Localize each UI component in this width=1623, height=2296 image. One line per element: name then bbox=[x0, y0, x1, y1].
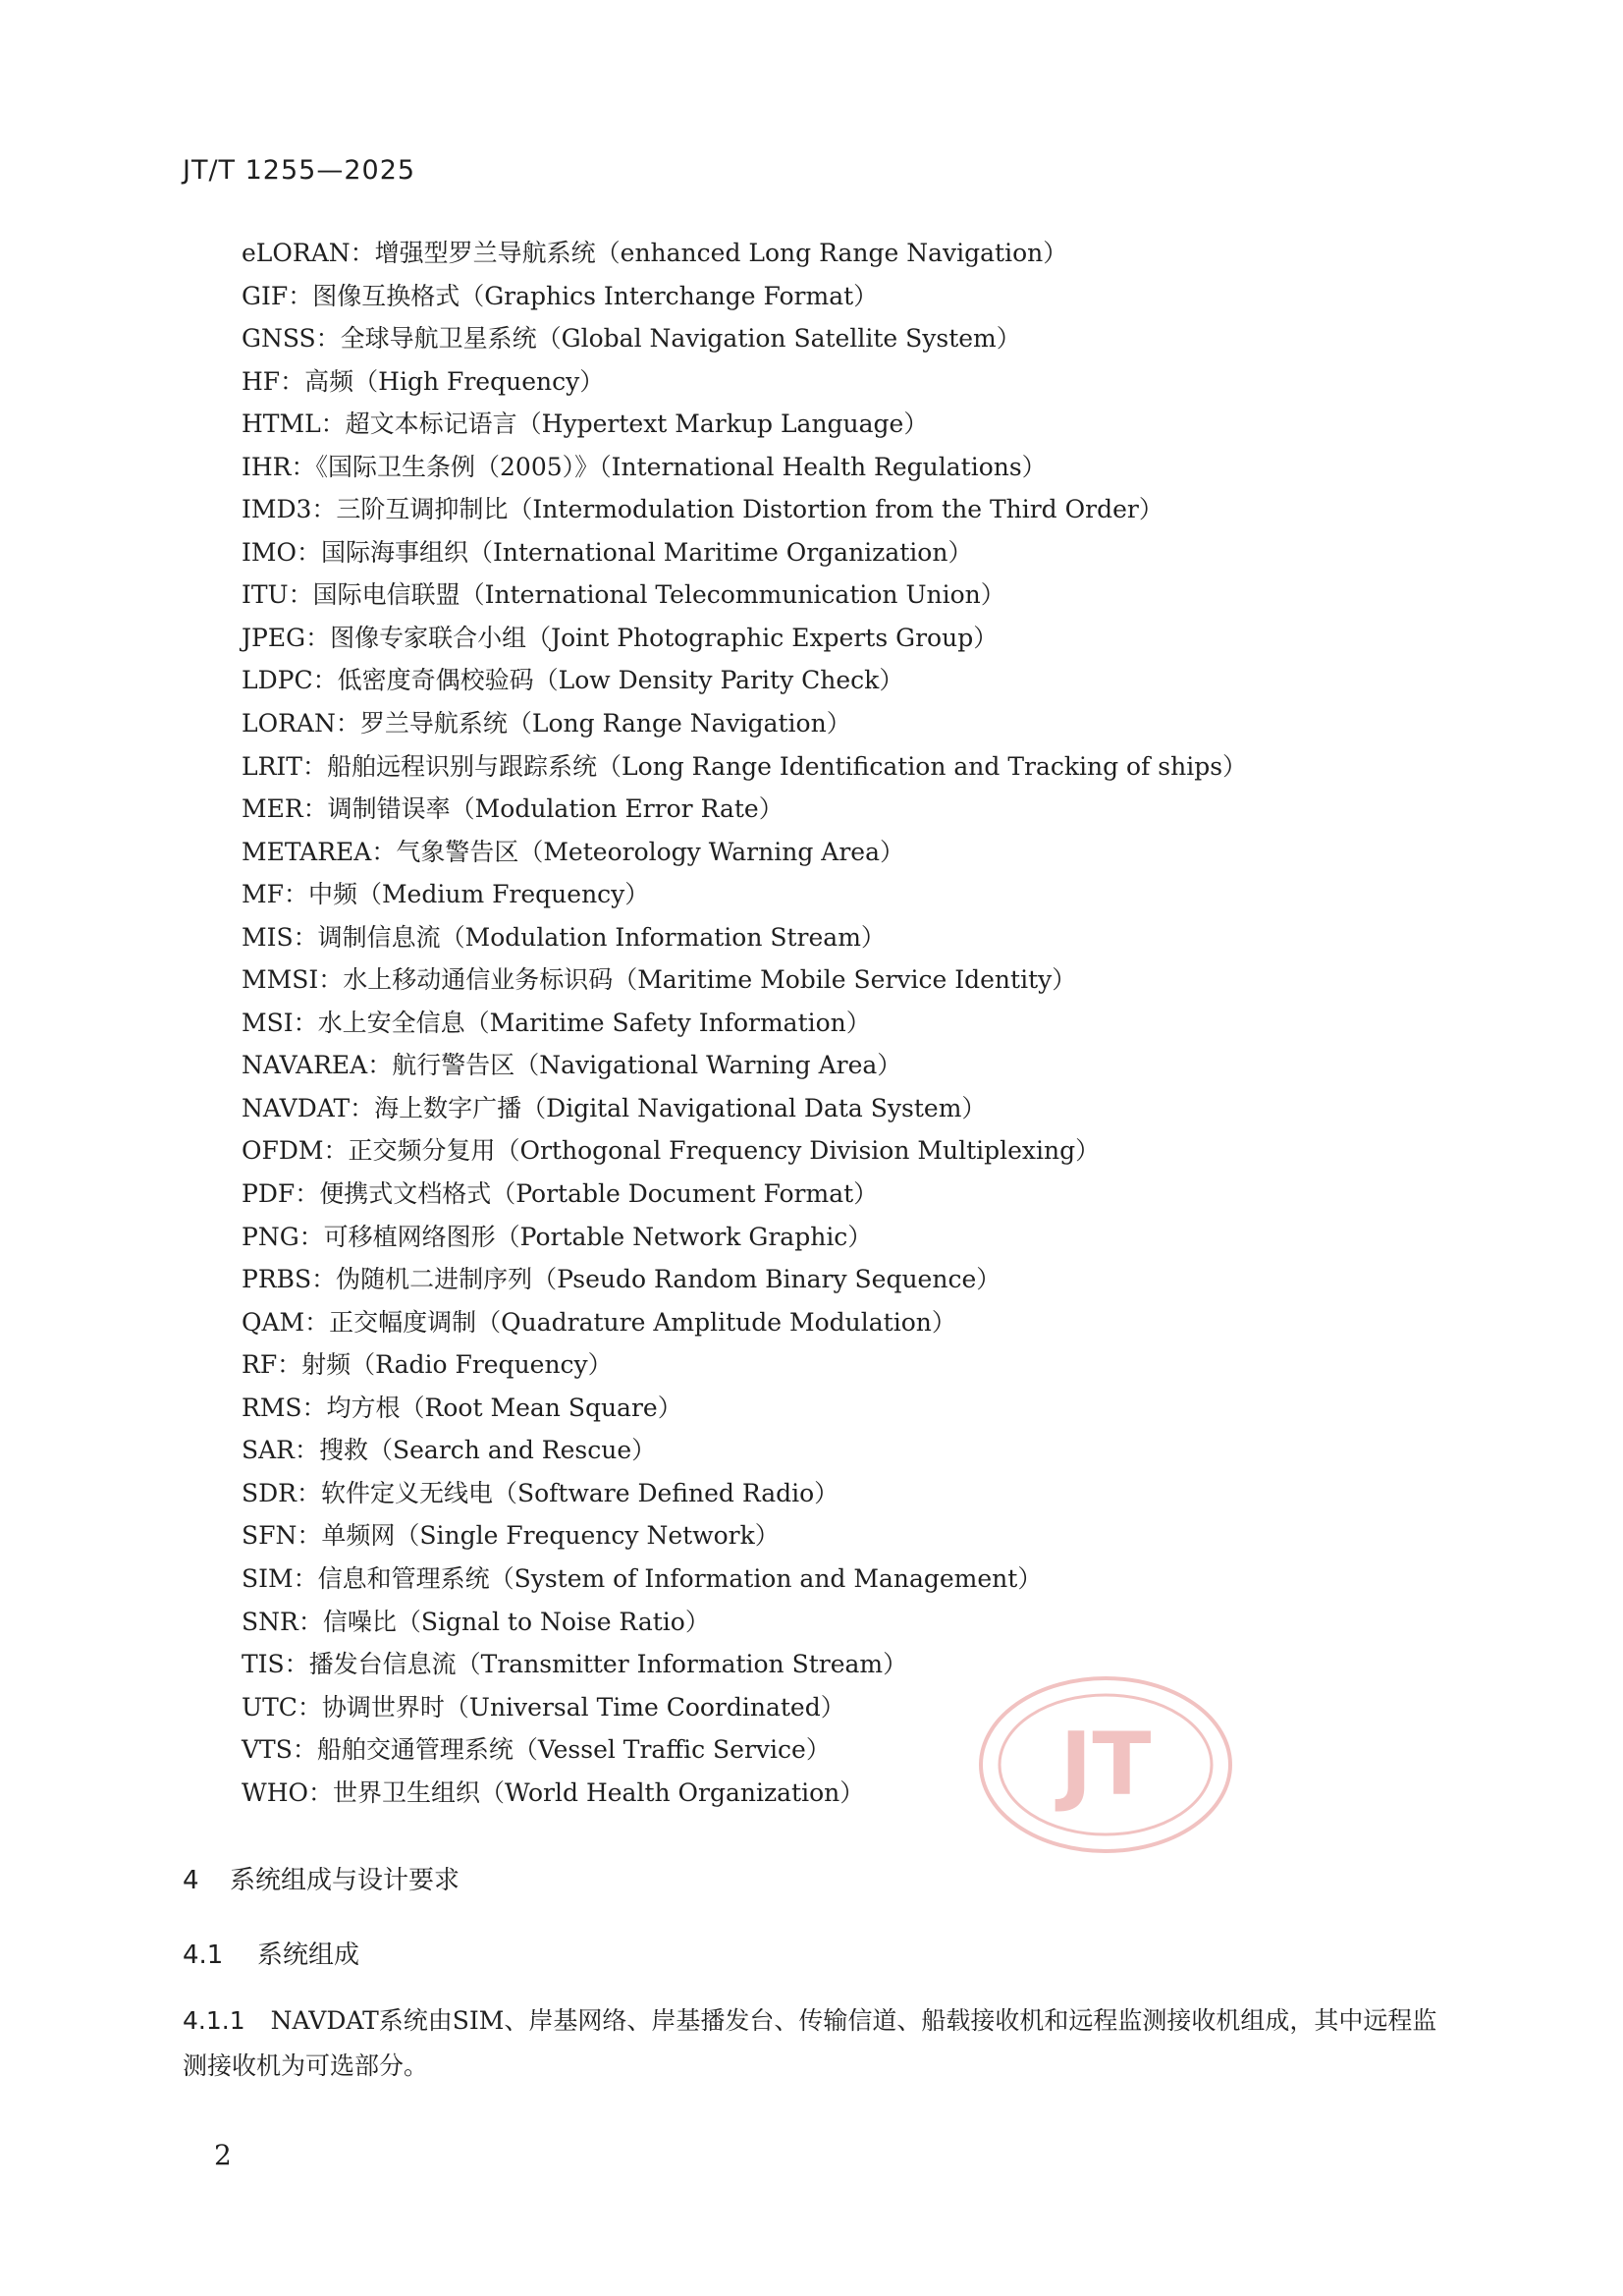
subsection-heading bbox=[183, 1935, 359, 1971]
subsection-number: 4.1 bbox=[183, 1941, 224, 1970]
page-number: 2 bbox=[214, 2139, 232, 2171]
abbreviation-list bbox=[242, 232, 1247, 1814]
abbreviation-item: NAVAREA：航行警告区（Navigational Warning Area） bbox=[242, 1051, 902, 1080]
document-header: JT/T 1255—2025 bbox=[183, 155, 416, 186]
abbreviation-item: SFN：单频网（Single Frequency Network） bbox=[242, 1521, 780, 1551]
abbreviation-item: IMD3：三阶互调抑制比（Intermodulation Distortion from the Third Order） bbox=[242, 495, 1163, 524]
subsection-title: 系统组成 bbox=[257, 1941, 360, 1970]
abbreviation-item: HF：高频（High Frequency） bbox=[242, 366, 605, 396]
abbreviation-item: LDPC：低密度奇偶校验码（Low Density Parity Check） bbox=[242, 666, 904, 695]
abbreviation-item: SDR：软件定义无线电（Software Defined Radio） bbox=[242, 1478, 839, 1507]
abbreviation-item: TIS：播发台信息流（Transmitter Information Stream） bbox=[242, 1650, 908, 1679]
clause-text: NAVDAT系统由SIM、岸基网络、岸基播发台、传输信道、船载接收机和远程监测接收机组成，其中远程监测接收机为可选部分。 bbox=[183, 2006, 1437, 2080]
jt-stamp-logo bbox=[977, 1674, 1234, 1855]
abbreviation-item: MIS：调制信息流（Modulation Information Stream） bbox=[242, 922, 886, 952]
abbreviation-item: MSI：水上安全信息（Maritime Safety Information） bbox=[242, 1008, 871, 1037]
abbreviation-item: METAREA：气象警告区（Meteorology Warning Area） bbox=[242, 837, 904, 866]
section-heading bbox=[183, 1860, 460, 1896]
clause-paragraph bbox=[183, 1998, 1459, 2089]
abbreviation-item: SNR：信噪比（Signal to Noise Ratio） bbox=[242, 1607, 710, 1636]
stamp-text: JT bbox=[1059, 1714, 1152, 1815]
abbreviation-item: WHO：世界卫生组织（World Health Organization） bbox=[242, 1777, 865, 1807]
abbreviation-item: QAM：正交幅度调制（Quadrature Amplitude Modulation） bbox=[242, 1307, 956, 1337]
abbreviation-item: VTS：船舶交通管理系统（Vessel Traffic Service） bbox=[242, 1735, 831, 1765]
abbreviation-item: UTC：协调世界时（Universal Time Coordinated） bbox=[242, 1692, 845, 1722]
abbreviation-item: JPEG：图像专家联合小组（Joint Photographic Experts Group） bbox=[242, 623, 999, 652]
abbreviation-item: MER：调制错误率（Modulation Error Rate） bbox=[242, 794, 784, 824]
section-number: 4 bbox=[183, 1866, 199, 1895]
abbreviation-item: eLORAN：增强型罗兰导航系统（enhanced Long Range Navigation） bbox=[242, 239, 1068, 267]
abbreviation-item: MMSI：水上移动通信业务标识码（Maritime Mobile Service Identity） bbox=[242, 965, 1077, 995]
section-title: 系统组成与设计要求 bbox=[230, 1866, 460, 1895]
abbreviation-item: NAVDAT：海上数字广播（Digital Navigational Data System） bbox=[242, 1093, 987, 1122]
abbreviation-item: GNSS：全球导航卫星系统（Global Navigation Satellite System） bbox=[242, 324, 1021, 354]
clause-number: 4.1.1 bbox=[183, 2006, 245, 2035]
abbreviation-item: HTML：超文本标记语言（Hypertext Markup Language） bbox=[242, 410, 929, 439]
abbreviation-item: ITU：国际电信联盟（International Telecommunication Union） bbox=[242, 580, 1005, 610]
abbreviation-item: GIF：图像互换格式（Graphics Interchange Format） bbox=[242, 281, 879, 310]
abbreviation-item: LORAN：罗兰导航系统（Long Range Navigation） bbox=[242, 709, 851, 738]
abbreviation-item: SAR：搜救（Search and Rescue） bbox=[242, 1436, 657, 1465]
abbreviation-item: OFDM：正交频分复用（Orthogonal Frequency Division Multiplexing） bbox=[242, 1136, 1101, 1166]
abbreviation-item: MF：中频（Medium Frequency） bbox=[242, 880, 650, 909]
abbreviation-item: IMO：国际海事组织（International Maritime Organization） bbox=[242, 537, 973, 567]
abbreviation-item: RMS：均方根（Root Mean Square） bbox=[242, 1393, 682, 1422]
abbreviation-item: PNG：可移植网络图形（Portable Network Graphic） bbox=[242, 1222, 873, 1251]
abbreviation-item: SIM：信息和管理系统（System of Information and Management） bbox=[242, 1563, 1043, 1593]
abbreviation-item: PDF：便携式文档格式（Portable Document Format） bbox=[242, 1179, 879, 1209]
abbreviation-item: RF：射频（Radio Frequency） bbox=[242, 1350, 613, 1380]
abbreviation-item: LRIT：船舶远程识别与跟踪系统（Long Range Identification and Tracking of ships） bbox=[242, 751, 1248, 781]
abbreviation-item: PRBS：伪随机二进制序列（Pseudo Random Binary Sequence） bbox=[242, 1265, 1001, 1294]
abbreviation-item: IHR：《国际卫生条例（2005）》（International Health Regulations） bbox=[242, 452, 1047, 481]
